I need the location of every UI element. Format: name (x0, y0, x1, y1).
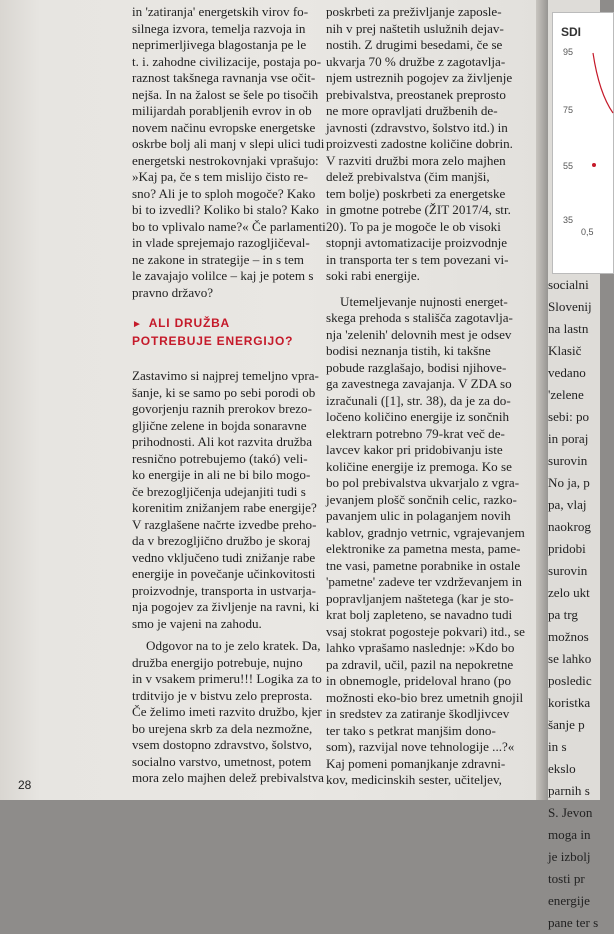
green-jobs-line: som), razvijal nove tehnologije ...?« (326, 739, 515, 754)
green-jobs-line: ter tako s petkrat manjšim dono- (326, 722, 496, 738)
intro-line: nejša. In na žalost se šele po tisočih (132, 86, 319, 102)
answer-line: vsem dostopno zdravstvo, šolstvo, (132, 737, 313, 752)
chart-title: SDI (561, 25, 582, 39)
right-page-fragment: surovin (548, 453, 588, 468)
heading-line-1: ALI DRUŽBA (148, 316, 231, 330)
green-jobs-line: možnosti eko-bio brez umetnih gnojil (326, 689, 524, 705)
right-page-fragment: zelo ukt (548, 585, 590, 600)
y-tick-75: 75 (563, 105, 574, 115)
right-page-fragment: energije (548, 893, 590, 908)
intro-line: oskrbe bolj ali manj v slepi ulici tudi (132, 136, 325, 151)
heading-line-2: POTREBUJE ENERGIJO? (132, 334, 294, 348)
right-page-fragment: posledic (548, 673, 592, 688)
question-line: V razglašene načrte izvedbe preho- (132, 516, 317, 532)
answer-line: Odgovor na to je zelo kratek. Da, (146, 638, 321, 653)
society-line: ne more opravljati družbenih de- (326, 103, 498, 118)
y-tick-35: 35 (563, 215, 574, 225)
right-page-fragment: moga in (548, 827, 591, 842)
green-jobs-line: pobude razglašajo, bodisi njihove- (326, 359, 507, 375)
page-number: 28 (18, 778, 32, 792)
magazine-page-right (548, 0, 600, 930)
green-jobs-line: ločeno količino energije iz sončnih (326, 409, 510, 424)
society-line: soki rabi energije. (326, 268, 420, 283)
paragraph-answer (132, 638, 324, 787)
green-jobs-line: bo pol prebivalstva ukvarjalo z vgra- (326, 475, 520, 490)
intro-line: bo to vplivalo name?« Če parlamenti (132, 218, 326, 234)
right-page-fragment: S. Jevon (548, 805, 593, 820)
right-page-fragment: je izbolj (548, 849, 591, 864)
intro-line: energetski nestrokovnjaki vprašujo: (132, 152, 319, 168)
intro-line: bi to izvedli? Koliko bi stalo? Kako (132, 202, 319, 217)
intro-line: milijardah porabljenih evrov in ob (132, 103, 312, 118)
right-page-fragment: 'zelene (548, 387, 584, 402)
right-page-fragment: parnih s (548, 783, 590, 798)
question-line: Zastavimo si najprej temeljno vpra- (132, 368, 319, 383)
society-line: javnosti (zdravstvo, šolstvo itd.) in (326, 119, 508, 135)
question-line: energije in povečanje učinkovitosti (132, 566, 316, 581)
society-line: in gmotne potrebe (ŽIT 2017/4, str. (326, 202, 511, 217)
y-tick-55: 55 (563, 161, 574, 171)
intro-line: ne zakone in strategije – in s tem (132, 251, 304, 267)
green-jobs-line: količine energije iz premoga. Ko se (326, 458, 512, 474)
right-page-fragment: naokrog (548, 519, 591, 534)
heading-arrow-icon: ► (132, 319, 143, 330)
society-line: poskrbeti za preživljanje zaposle- (326, 4, 502, 19)
right-page-fragment: vedano (548, 365, 586, 380)
right-page-fragment: možnos (548, 629, 589, 644)
green-jobs-line: elektronike za pametna mesta, pame- (326, 541, 521, 556)
intro-line: sno? Ali je to sploh mogoče? Kako (132, 185, 316, 201)
right-page-fragment: tosti pr (548, 871, 585, 886)
right-page-fragment: pa trg (548, 607, 578, 622)
green-jobs-line: nja 'zelenih' delovnih mest je odsev (326, 326, 512, 342)
question-line: da v brezogljično družbo je skoraj (132, 533, 311, 548)
green-jobs-line: skega prehoda s stališča zagotavlja- (326, 310, 513, 325)
green-jobs-line: elektrarn potrebno 79-krat več de- (326, 425, 505, 441)
right-page-fragment: pridobi (548, 541, 586, 556)
paragraph-society (326, 4, 530, 285)
right-page-text (548, 274, 608, 934)
society-line: nih v prej naštetih uslužnih dejav- (326, 20, 504, 36)
green-jobs-line: vsaj stokrat pogosteje pokvari) itd., se (326, 623, 525, 639)
paragraph-intro (132, 4, 326, 301)
green-jobs-line: Utemeljevanje nujnosti energet- (340, 293, 508, 309)
answer-line: trditvijo je v bistvu zelo preprosta. (132, 687, 313, 703)
society-line: prebivalstva, preostanek preprosto (326, 86, 506, 102)
green-jobs-line: Kaj pomeni pomanjkanje zdravni- (326, 755, 506, 771)
question-line: vedno vključeno tudi znižanje rabe (132, 549, 316, 565)
right-page-fragment: koristka (548, 695, 591, 710)
right-page-fragment: in s (548, 739, 567, 754)
section-heading (132, 315, 314, 350)
paragraph-question (132, 368, 320, 632)
right-page-fragment: ekslo (548, 761, 576, 776)
question-line: proizvodnje, transporta in ustvarja- (132, 582, 316, 598)
society-line: proizvesti zadostne količine dobrin. (326, 136, 513, 151)
x-tick: 0,5 (581, 227, 594, 237)
right-page-fragment: pane ter s (548, 915, 599, 930)
right-page-fragment: Slovenij (548, 299, 592, 314)
question-line: šanje, ki se samo po sebi porodi ob (132, 384, 316, 400)
answer-line: Če želimo imeti razvito družbo, kjer (132, 704, 322, 719)
question-line: resnično potrebujemo (takó) veli- (132, 450, 308, 466)
right-page-fragment: No ja, p (548, 475, 590, 490)
text-column-2 (326, 0, 530, 789)
answer-line: mora zelo majhen delež prebivalstva (132, 770, 324, 785)
society-line: ukvarja 70 % družbe z zagotavlja- (326, 53, 506, 69)
right-page-fragment: socialni (548, 277, 589, 292)
sdi-chart-box (552, 12, 614, 274)
green-jobs-line: bodisi neznanja tistih, ki takšne (326, 343, 491, 358)
green-jobs-line: tne vasi, pametne porabnike in ostale (326, 557, 521, 573)
green-jobs-line: in obnemogle, prideloval hrano (po (326, 673, 512, 688)
intro-line: in vlade sprejemajo razogljičeval- (132, 235, 310, 250)
intro-line: neprimerljivega blagostanja pe le (132, 37, 307, 52)
right-page-fragment: surovin (548, 563, 588, 578)
green-jobs-line: popravljanjem naštetega (kar je sto- (326, 590, 514, 606)
answer-line: socialno varstvo, umetnost, potem (132, 753, 312, 769)
intro-line: raznost takšnega ravnanja vse očit- (132, 70, 316, 85)
question-line: korenitim znižanjem rabe energije? (132, 500, 317, 515)
intro-line: novem načinu evropske energetske (132, 119, 316, 135)
question-line: če brezogljičenja udejanjiti tudi s (132, 483, 306, 499)
question-line: nja pogojev za življenje na ravni, ki (132, 599, 320, 614)
right-page-fragment: in poraj (548, 431, 589, 446)
green-jobs-line: kov, medicinskih sester, učiteljev, (326, 772, 502, 787)
intro-line: le zavajajo volilce – kaj je potem s (132, 268, 314, 283)
society-line: stopnji avtomatizacije proizvodnje (326, 235, 508, 250)
green-jobs-line: ga zavestnega zavajanja. V ZDA so (326, 376, 512, 391)
green-jobs-line: lavcev kakor pri pridobivanju iste (326, 442, 503, 457)
right-page-fragment: sebi: po (548, 409, 590, 424)
question-line: ko energije in ali ne bi bilo mogo- (132, 467, 311, 482)
paragraph-green-jobs (326, 294, 530, 789)
question-line: prihodnosti. Ali kot razvita družba (132, 434, 313, 449)
right-page-fragment: se lahko (548, 651, 592, 666)
chart-curve (553, 13, 613, 273)
green-jobs-line: kablov, gradnjo vetrnic, vgrajevanjem (326, 524, 525, 540)
green-jobs-line: krat bolj zapleteno, se navadno tudi (326, 607, 513, 622)
intro-line: »Kaj pa, če s tem mislijo čisto re- (132, 169, 308, 184)
society-line: nostih. Z drugimi besedami, če se (326, 37, 503, 52)
green-jobs-line: pavanjem ulic in polaganjem novih (326, 508, 511, 523)
intro-line: t. i. zahodne civilizacije, postaja po- (132, 53, 322, 69)
green-jobs-line: 'pametne' zadeve ter vzdrževanjem in (326, 574, 522, 589)
y-tick-95: 95 (563, 47, 574, 57)
green-jobs-line: jevanjem plošč sončnih celic, razko- (326, 491, 517, 507)
answer-line: družba energijo potrebuje, nujno (132, 654, 303, 670)
right-page-fragment: Klasič (548, 343, 582, 358)
question-line: govorjenju raznih prerokov brezo- (132, 401, 312, 416)
intro-line: pravno državo? (132, 284, 214, 300)
right-page-fragment: pa, vlaj (548, 497, 587, 512)
intro-line: silnega izvora, temelja razvoja in (132, 20, 306, 36)
intro-line: in 'zatiranja' energetskih virov fo- (132, 4, 309, 19)
question-line: gljične zelene in bojda sonaravne (132, 417, 307, 433)
text-column-1 (132, 0, 326, 787)
green-jobs-line: izračunali ([1], str. 38), da je za do- (326, 392, 511, 408)
society-line: in transporta ter s tem povezani vi- (326, 251, 509, 267)
society-line: 20). To pa je mogoče le ob visoki (326, 218, 501, 234)
society-line: njem ustreznih pogojev za življenje (326, 70, 513, 85)
answer-line: bo urejena skrb za dela nezmožne, (132, 720, 313, 736)
society-line: V razviti družbi mora zelo majhen (326, 152, 506, 168)
answer-line: in v vsakem primeru!!! Logika za to (132, 671, 322, 686)
green-jobs-line: in sredstev za zatiranje škodljivcev (326, 706, 510, 721)
right-page-fragment: na lastn (548, 321, 589, 336)
green-jobs-line: lahko vprašamo naslednje: »Kdo bo (326, 640, 515, 655)
green-jobs-line: pa zdravil, učil, pazil na nepokretne (326, 656, 514, 672)
question-line: smo je vajeni na zahodu. (132, 615, 262, 631)
society-line: delež prebivalstva (čim manjši, (326, 169, 490, 184)
society-line: tem bolje) poskrbeti za energetske (326, 185, 506, 201)
right-page-fragment: šanje p (548, 717, 585, 732)
